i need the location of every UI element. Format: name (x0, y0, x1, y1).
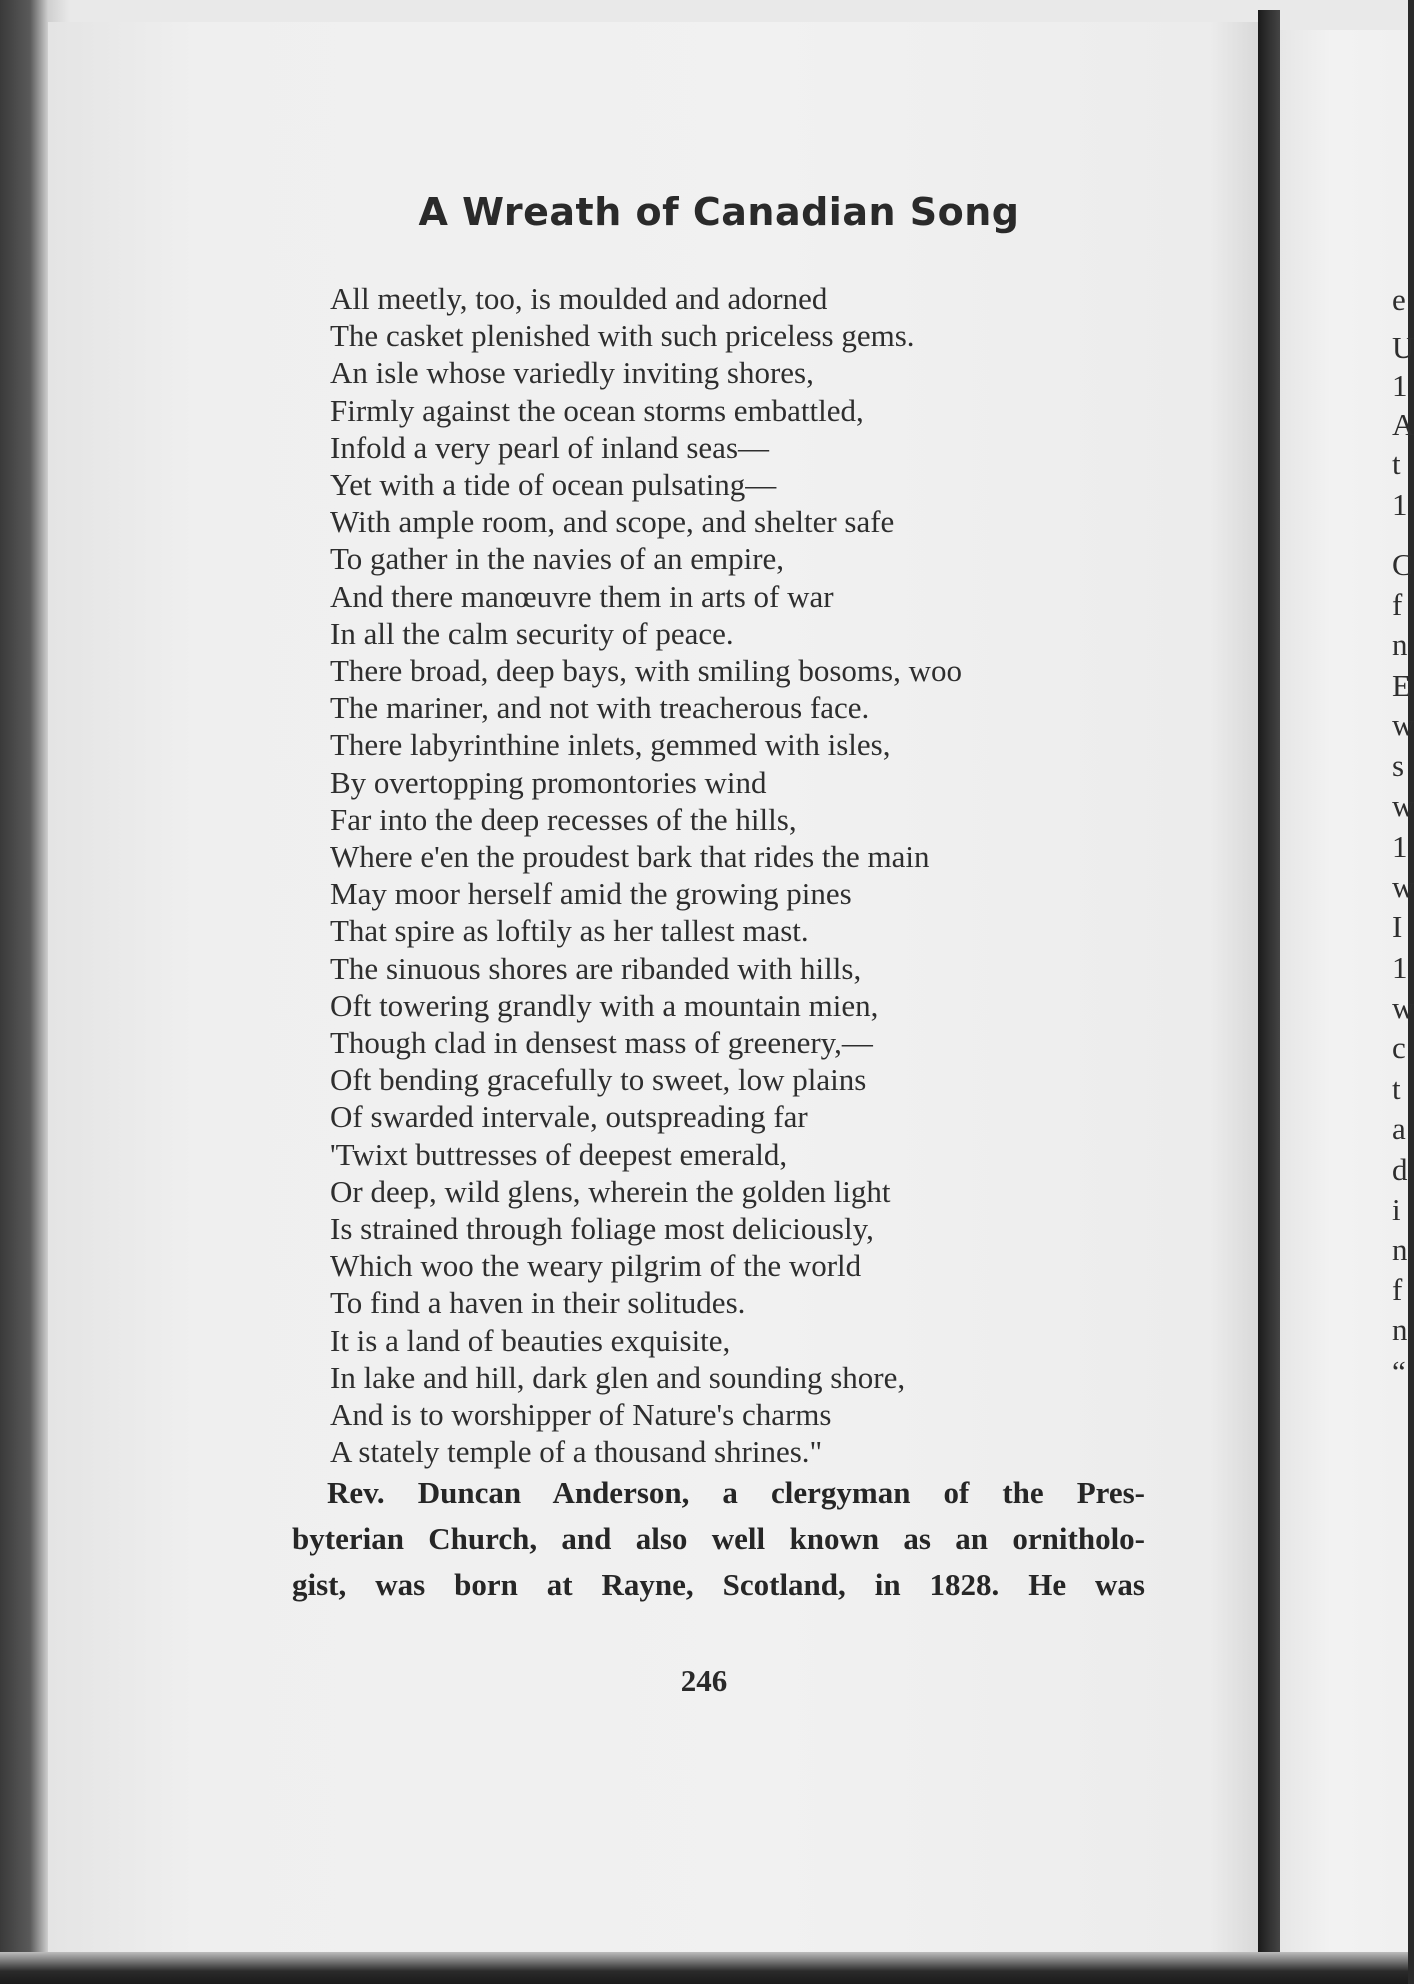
poem-line: In lake and hill, dark glen and sounding shore, (330, 1359, 906, 1395)
facing-page-fragment: f (1392, 1272, 1403, 1307)
poem-line: Or deep, wild glens, wherein the golden light (330, 1173, 891, 1209)
poem-line: The sinuous shores are ribanded with hills, (330, 950, 862, 986)
facing-page-fragment: “ (1392, 1354, 1406, 1389)
poem-line: And there manœuvre them in arts of war (330, 578, 834, 614)
poem-line: An isle whose variedly inviting shores, (330, 355, 814, 391)
facing-page-fragment: t (1392, 446, 1401, 481)
poem-line: Of swarded intervale, outspreading far (330, 1099, 808, 1135)
poem-line: To gather in the navies of an empire, (330, 541, 785, 577)
poem-line: And is to worshipper of Nature's charms (330, 1397, 832, 1433)
prose-paragraph (292, 1470, 1145, 1608)
facing-page-fragment: C (1392, 547, 1413, 582)
facing-page-fragment: e (1392, 282, 1406, 317)
poem-line: Firmly against the ocean storms embattled, (330, 392, 864, 428)
poem-line: To find a haven in their solitudes. (330, 1285, 746, 1321)
poem-line: That spire as loftily as her tallest mast. (330, 913, 809, 949)
poem-line: There labyrinthine inlets, gemmed with isles, (330, 727, 891, 763)
poem-line: Though clad in densest mass of greenery,— (330, 1025, 873, 1061)
poem-line: Oft towering grandly with a mountain mien, (330, 987, 879, 1023)
facing-page-fragment: t (1392, 1071, 1401, 1106)
facing-page-fragment: a (1392, 1111, 1406, 1146)
facing-page-fragment: s (1392, 748, 1405, 783)
facing-page-fragment: 1 (1392, 829, 1408, 864)
facing-page-fragment: w (1392, 788, 1414, 823)
facing-page-fragment: n (1392, 627, 1408, 662)
poem-line: There broad, deep bays, with smiling bosoms, woo (330, 653, 962, 689)
poem-line: The mariner, and not with treacherous face. (330, 690, 870, 726)
facing-page-fragment: d (1392, 1152, 1408, 1187)
poem-line: 'Twixt buttresses of deepest emerald, (330, 1136, 788, 1172)
facing-page-fragment: 1 (1392, 487, 1408, 522)
poem-line: The casket plenished with such priceless gems. (330, 318, 915, 354)
facing-page-fragment: n (1392, 1232, 1408, 1267)
poem-line: Where e'en the proudest bark that rides the main (330, 839, 930, 875)
prose-line: byterian Church, and also well known as an ornitholo- (292, 1521, 1145, 1556)
facing-page-fragment: U (1392, 330, 1414, 365)
facing-page-fragment: i (1392, 1192, 1401, 1227)
facing-page-fragment: w (1392, 869, 1414, 904)
poem-line: Far into the deep recesses of the hills, (330, 801, 797, 837)
facing-page-fragment: w (1392, 707, 1414, 742)
poem-line: A stately temple of a thousand shrines." (330, 1434, 823, 1470)
poem-stanza (330, 280, 962, 1471)
poem-line: Is strained through foliage most deliciously, (330, 1211, 874, 1247)
running-head: A Wreath of Canadian Song (418, 190, 1020, 234)
facing-page-fragment: n (1392, 1312, 1408, 1347)
poem-line: In all the calm security of peace. (330, 615, 734, 651)
prose-line: Rev. Duncan Anderson, a clergyman of the Pres- (327, 1475, 1145, 1510)
facing-page-fragment: f (1392, 587, 1403, 622)
poem-line: Oft bending gracefully to sweet, low plains (330, 1062, 867, 1098)
poem-line: Which woo the weary pilgrim of the world (330, 1248, 862, 1284)
poem-line: Yet with a tide of ocean pulsating— (330, 467, 777, 503)
facing-page-fragment: c (1392, 1030, 1406, 1065)
poem-line: Infold a very pearl of inland seas— (330, 429, 770, 465)
poem-line: All meetly, too, is moulded and adorned (330, 281, 828, 316)
poem-line: By overtopping promontories wind (330, 764, 767, 800)
scan-bottom-edge (0, 1952, 1408, 1984)
prose-line: gist, was born at Rayne, Scotland, in 1828. He was (292, 1567, 1145, 1602)
facing-page-fragment: 1 (1392, 368, 1408, 403)
facing-page-fragment: E (1392, 668, 1411, 703)
poem-line: With ample room, and scope, and shelter safe (330, 504, 895, 540)
poem-line: It is a land of beauties exquisite, (330, 1322, 731, 1358)
facing-page-fragment: w (1392, 990, 1414, 1025)
facing-page-fragment: I (1392, 909, 1403, 944)
facing-page-fragment: 1 (1392, 950, 1408, 985)
page-number: 246 (680, 1663, 728, 1698)
poem-line: May moor herself amid the growing pines (330, 876, 852, 912)
facing-page-fragment: A (1392, 407, 1414, 442)
